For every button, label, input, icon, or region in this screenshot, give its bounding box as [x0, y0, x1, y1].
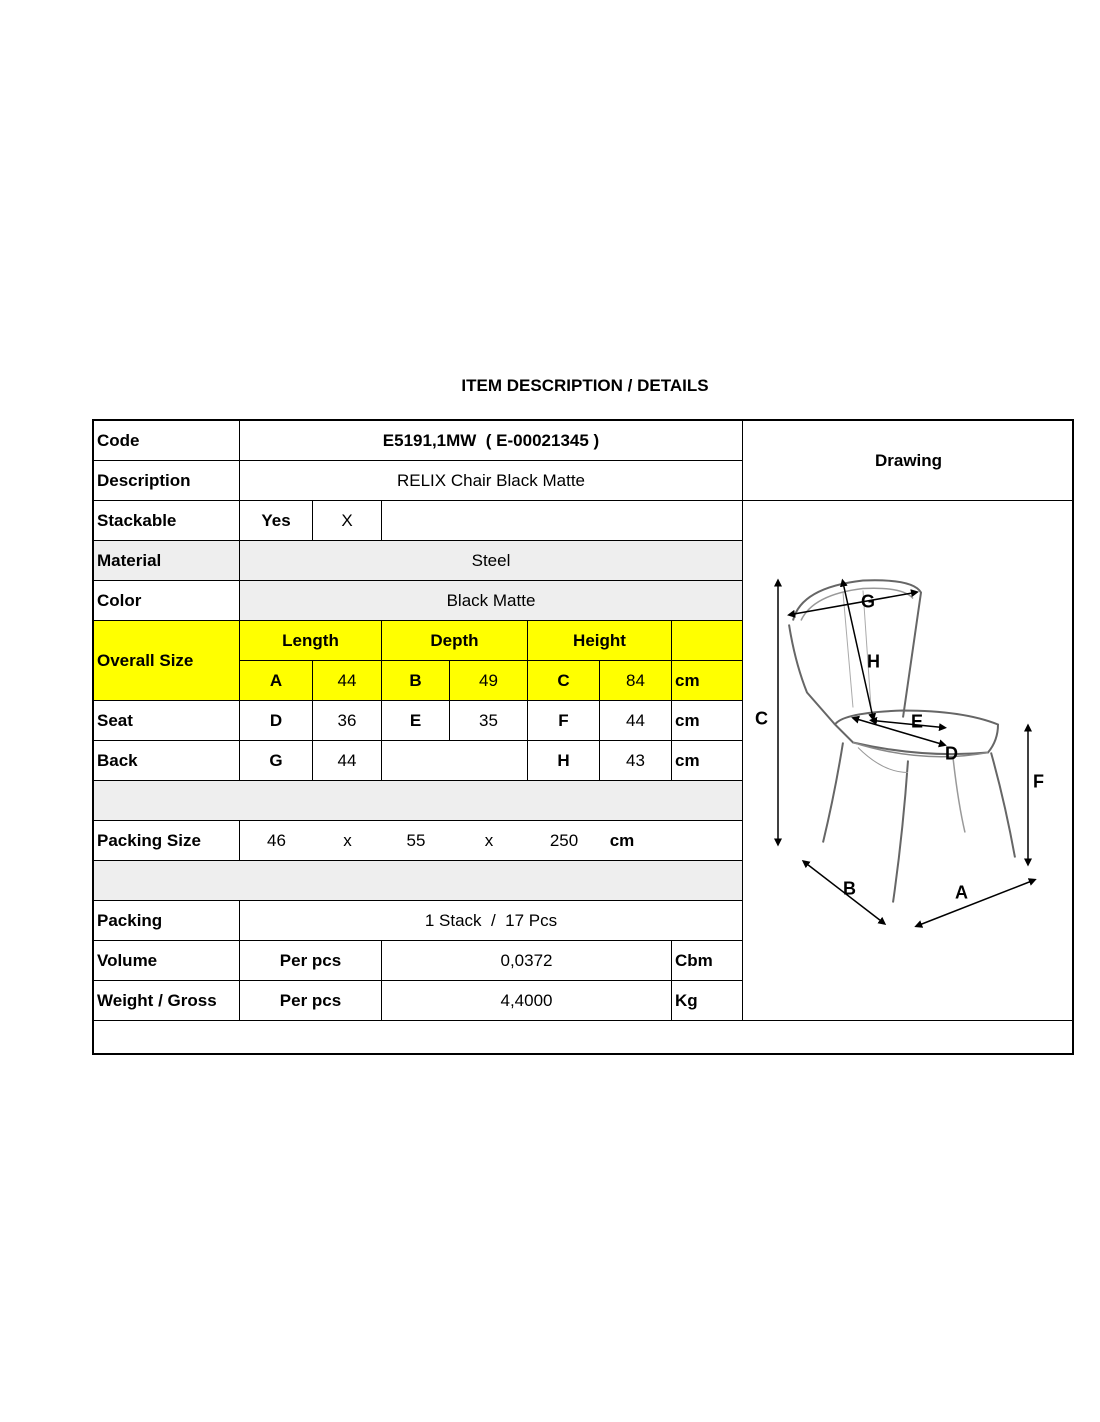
volume-value: 0,0372 [382, 941, 672, 981]
stackable-label: Stackable [94, 501, 240, 541]
packing-label: Packing [94, 901, 240, 941]
stackable-mark: X [313, 501, 382, 541]
drawing-header: Drawing [743, 421, 1074, 501]
item-details-table [92, 419, 1074, 1055]
back-empty [382, 741, 528, 781]
description-value: RELIX Chair Black Matte [240, 461, 743, 501]
seat-unit: cm [672, 701, 743, 741]
stackable-empty [382, 501, 743, 541]
weight-value: 4,4000 [382, 981, 672, 1021]
dim-d-letter: D [240, 701, 313, 741]
dim-b-letter: B [382, 661, 450, 701]
dim-g-letter: G [240, 741, 313, 781]
color-label: Color [94, 581, 240, 621]
dim-f-value: 44 [600, 701, 672, 741]
overall-size-unit: cm [672, 661, 743, 701]
packing-size-x1: x [343, 831, 352, 850]
chair-drawing [743, 501, 1074, 1021]
drawing-label-b: B [843, 878, 856, 899]
dim-d-value: 36 [313, 701, 382, 741]
length-header: Length [240, 621, 382, 661]
color-value: Black Matte [240, 581, 743, 621]
drawing-label-f: F [1033, 771, 1044, 792]
dim-e-value: 35 [450, 701, 528, 741]
back-unit: cm [672, 741, 743, 781]
packing-size-depth: 55 [406, 831, 426, 850]
dim-b-value: 49 [450, 661, 528, 701]
depth-header: Depth [382, 621, 528, 661]
drawing-label-c: C [755, 708, 768, 729]
dim-a-letter: A [240, 661, 313, 701]
overall-size-label: Overall Size [94, 621, 240, 701]
material-label: Material [94, 541, 240, 581]
stackable-yes: Yes [240, 501, 313, 541]
drawing-label-a: A [955, 882, 968, 903]
packing-value: 1 Stack / 17 Pcs [240, 901, 743, 941]
back-label: Back [94, 741, 240, 781]
packing-size-height: 250 [549, 831, 579, 850]
dim-h-letter: H [528, 741, 600, 781]
code-label: Code [94, 421, 240, 461]
packing-size-label: Packing Size [94, 821, 240, 861]
weight-label: Weight / Gross [94, 981, 240, 1021]
drawing-label-d: D [945, 743, 958, 764]
overall-size-blank [672, 621, 743, 661]
drawing-label-h: H [867, 651, 880, 672]
dim-a-value: 44 [313, 661, 382, 701]
code-value: E5191,1MW ( E-00021345 ) [240, 421, 743, 461]
weight-unit: Kg [672, 981, 743, 1021]
footer-empty-row [94, 1021, 1074, 1055]
weight-per: Per pcs [240, 981, 382, 1021]
dim-c-value: 84 [600, 661, 672, 701]
packing-size-unit: cm [609, 831, 635, 850]
packing-size-width: 46 [267, 831, 286, 850]
seat-label: Seat [94, 701, 240, 741]
height-header: Height [528, 621, 672, 661]
packing-size-x2: x [484, 831, 494, 850]
dim-c-letter: C [528, 661, 600, 701]
dim-e-letter: E [382, 701, 450, 741]
drawing-label-e: E [911, 711, 924, 732]
volume-unit: Cbm [672, 941, 743, 981]
spacer-row [94, 781, 743, 821]
dim-f-letter: F [528, 701, 600, 741]
spacer-row [94, 861, 743, 901]
material-value: Steel [240, 541, 743, 581]
dim-h-value: 43 [600, 741, 672, 781]
dim-g-value: 44 [313, 741, 382, 781]
volume-per: Per pcs [240, 941, 382, 981]
drawing-label-g: G [861, 591, 876, 612]
description-label: Description [94, 461, 240, 501]
volume-label: Volume [94, 941, 240, 981]
page-title: ITEM DESCRIPTION / DETAILS [461, 376, 709, 395]
